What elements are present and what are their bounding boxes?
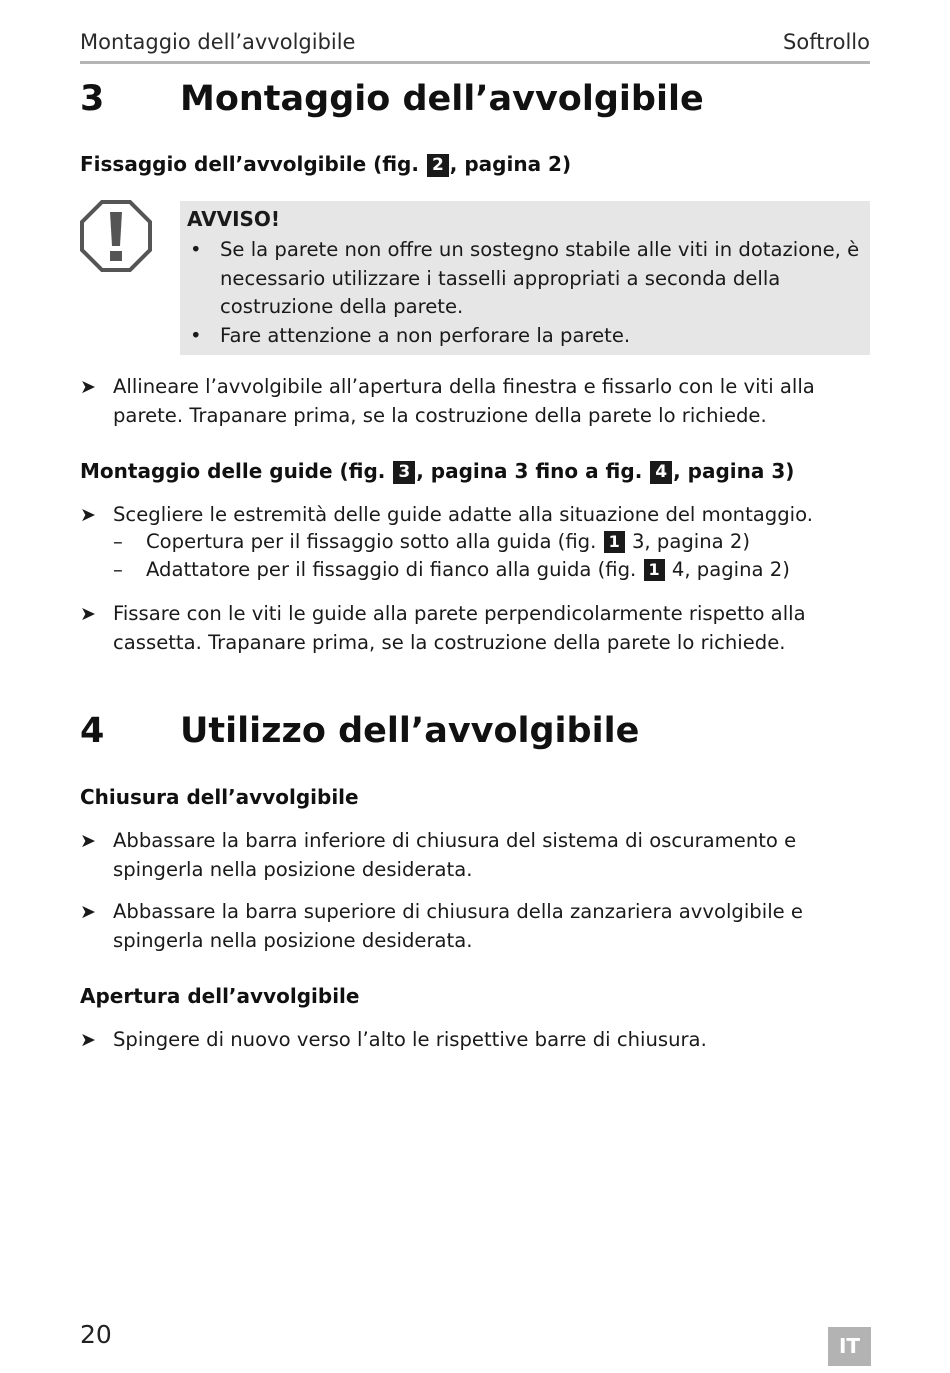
instruction-step: [80, 898, 870, 955]
arrow-bullet-icon: ➤: [80, 504, 96, 526]
heading-text: Fissaggio dell’avvolgibile (fig.: [80, 152, 419, 176]
arrow-bullet-icon: ➤: [80, 901, 96, 923]
figure-ref: 4: [650, 461, 672, 484]
running-header-product: Softrollo: [783, 30, 870, 54]
running-header-title: Montaggio dell’avvolgibile: [80, 30, 356, 54]
bullet: •: [190, 323, 202, 347]
section-number: 4: [80, 711, 105, 751]
step-text: Fissare con le viti le guide alla parete perpendicolarmente rispetto alla cassetta. Trapanare prima, se la costruzione della parete lo richiede.: [113, 602, 806, 654]
arrow-bullet-icon: ➤: [80, 1029, 96, 1051]
guides-heading: [80, 459, 794, 484]
header-rule: [80, 61, 870, 64]
sub-item-post: 4, pagina 2): [671, 558, 790, 581]
fixing-heading: [80, 152, 571, 177]
heading-text: , pagina 2): [449, 152, 572, 176]
instruction-step: [80, 827, 870, 884]
sub-item-text: [146, 558, 790, 581]
step-text: Abbassare la barra inferiore di chiusura del sistema di oscuramento e spingerla nella posizione desiderata.: [113, 829, 797, 881]
page-number: 20: [80, 1320, 112, 1349]
arrow-bullet-icon: ➤: [80, 603, 96, 625]
instruction-step: [80, 1026, 870, 1055]
heading-text: Montaggio delle guide (fig.: [80, 459, 386, 483]
instruction-step: [80, 600, 870, 657]
notice-box: [180, 201, 870, 355]
bullet: •: [190, 238, 202, 261]
sub-item-post: 3, pagina 2): [631, 530, 750, 553]
notice-list: [180, 236, 865, 350]
step-text: Abbassare la barra superiore di chiusura della zanzariera avvolgibile e spingerla nella posizione desiderata.: [113, 900, 803, 952]
notice-item: [180, 236, 865, 322]
step-text: Allineare l’avvolgibile all’apertura della finestra e fissarlo con le viti alla parete. Trapanare prima, se la costruzione della parete lo richiede.: [113, 375, 815, 427]
step-text: Scegliere le estremità delle guide adatte alla situazione del montaggio.: [113, 503, 813, 526]
arrow-bullet-icon: ➤: [80, 830, 96, 852]
closing-heading: Chiusura dell’avvolgibile: [80, 785, 359, 809]
notice-item: [180, 322, 865, 351]
section-number: 3: [80, 79, 105, 119]
figure-ref: 3: [393, 461, 415, 484]
instruction-step: [80, 373, 870, 430]
heading-text: , pagina 3 fino a fig.: [416, 459, 643, 483]
instruction-step: [80, 501, 870, 530]
dash: –: [113, 558, 123, 581]
opening-heading: Apertura dell’avvolgibile: [80, 984, 360, 1008]
step-text: Spingere di nuovo verso l’alto le rispettive barre di chiusura.: [113, 1028, 707, 1051]
figure-ref: 2: [427, 154, 449, 177]
section-title: Montaggio dell’avvolgibile: [180, 79, 704, 119]
sub-item-pre: Copertura per il fissaggio sotto alla guida (fig.: [146, 530, 597, 553]
dash: –: [113, 530, 123, 553]
notice-title: AVVISO!: [187, 207, 281, 231]
language-badge: IT: [828, 1327, 871, 1366]
heading-text: , pagina 3): [673, 459, 795, 483]
notice-item-text: Se la parete non offre un sostegno stabile alle viti in dotazione, è necessario utilizzare i tasselli appropriati a seconda della costruzione della parete.: [220, 238, 860, 318]
figure-ref: 1: [604, 531, 625, 553]
sub-item-text: [146, 530, 750, 553]
figure-ref: 1: [644, 559, 665, 581]
notice-item-text: Fare attenzione a non perforare la parete.: [220, 323, 631, 347]
arrow-bullet-icon: ➤: [80, 376, 96, 398]
exclamation-octagon-icon: [80, 200, 152, 272]
section-title: Utilizzo dell’avvolgibile: [180, 711, 640, 751]
sub-item-pre: Adattatore per il fissaggio di fianco alla guida (fig.: [146, 558, 637, 581]
